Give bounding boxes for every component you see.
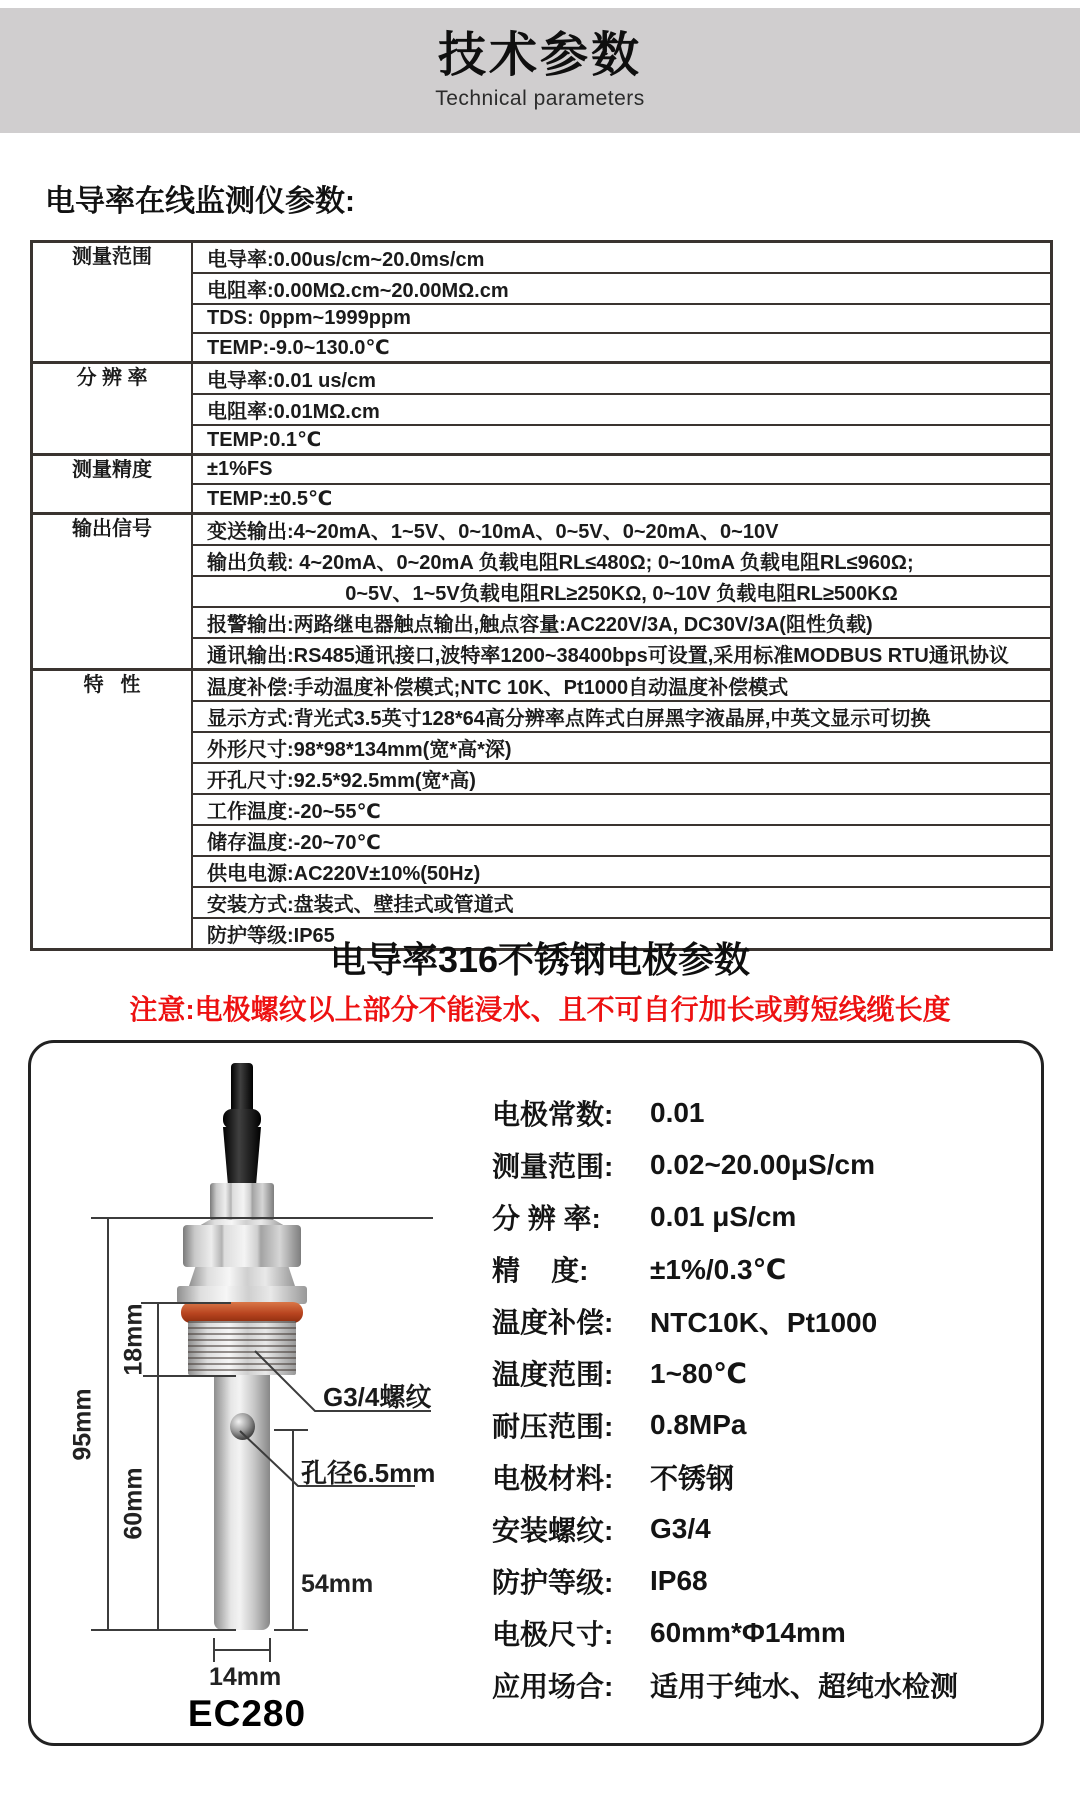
spec-label: 防护等级: xyxy=(492,1567,614,1598)
table-row xyxy=(32,514,1052,546)
header-band xyxy=(0,8,1080,133)
spec-item xyxy=(492,1243,958,1295)
dim-95-label: 95mm xyxy=(68,1388,97,1461)
spec-label: 温度范围: xyxy=(492,1359,614,1390)
table-cell: 储存温度:-20~70℃ xyxy=(192,825,1052,856)
spec-item xyxy=(492,1139,958,1191)
table-cell: 安装方式:盘装式、壁挂式或管道式 xyxy=(192,887,1052,918)
table-cell: 显示方式:背光式3.5英寸128*64高分辨率点阵式白屏黑字液晶屏,中英文显示可切换 xyxy=(192,701,1052,732)
spec-value: ±1%/0.3℃ xyxy=(650,1253,787,1285)
table-cell: 防护等级:IP65 xyxy=(192,918,1052,950)
table-cell: 电导率:0.00us/cm~20.0ms/cm xyxy=(192,242,1052,274)
table-cell: 温度补偿:手动温度补偿模式;NTC 10K、Pt1000自动温度补偿模式 xyxy=(192,670,1052,702)
page-subtitle: Technical parameters xyxy=(435,86,645,110)
table-cell: TEMP:±0.5℃ xyxy=(192,484,1052,514)
table-group-label: 特 性 xyxy=(32,670,193,950)
spec-value: 0.02~20.00μS/cm xyxy=(650,1149,875,1180)
table-row xyxy=(32,670,1052,702)
thread-callout: G3/4螺纹 xyxy=(323,1382,432,1412)
table-row xyxy=(32,242,1052,274)
page-title: 技术参数 xyxy=(437,29,642,83)
table-cell: 外形尺寸:98*98*134mm(宽*高*深) xyxy=(192,732,1052,763)
spec-value: 0.8MPa xyxy=(650,1409,747,1440)
table-cell: 报警输出:两路继电器触点输出,触点容量:AC220V/3A, DC30V/3A(阻性负载) xyxy=(192,607,1052,638)
table-cell: 供电电源:AC220V±10%(50Hz) xyxy=(192,856,1052,887)
spec-label: 应用场合: xyxy=(492,1671,614,1702)
spec-label: 安装螺纹: xyxy=(492,1515,614,1546)
spec-item xyxy=(492,1295,958,1347)
spec-label: 电极常数: xyxy=(492,1099,614,1130)
dim-54-label: 54mm xyxy=(301,1570,374,1598)
spec-value: 0.01 μS/cm xyxy=(650,1201,797,1232)
spec-item xyxy=(492,1659,958,1711)
electrode-spec-list xyxy=(492,1087,958,1711)
dim-18-label: 18mm xyxy=(119,1303,148,1376)
spec-label: 耐压范围: xyxy=(492,1411,614,1442)
electrode-panel xyxy=(28,1040,1044,1746)
table-cell: 电阻率:0.00MΩ.cm~20.00MΩ.cm xyxy=(192,273,1052,304)
spec-value: G3/4 xyxy=(650,1513,711,1544)
spec-item xyxy=(492,1607,958,1659)
table-cell: 开孔尺寸:92.5*92.5mm(宽*高) xyxy=(192,763,1052,794)
hole-callout: 孔径6.5mm xyxy=(301,1458,436,1488)
table-group-label: 测量范围 xyxy=(32,242,193,363)
spec-item xyxy=(492,1087,958,1139)
table-cell: 电导率:0.01 us/cm xyxy=(192,363,1052,395)
meter-section-heading: 电导率在线监测仪参数: xyxy=(45,185,355,218)
electrode-section-title: 电导率316不锈钢电极参数 xyxy=(329,939,751,980)
spec-value: 0.01 xyxy=(650,1097,705,1128)
spec-value: NTC10K、Pt1000 xyxy=(650,1307,878,1338)
table-row xyxy=(32,363,1052,395)
table-cell: ±1%FS xyxy=(192,455,1052,485)
dim-60-label: 60mm xyxy=(119,1467,148,1540)
spec-label: 测量范围: xyxy=(492,1151,614,1182)
spec-item xyxy=(492,1451,958,1503)
model-label: EC280 xyxy=(187,1693,307,1734)
table-cell: 工作温度:-20~55℃ xyxy=(192,794,1052,825)
spec-label: 分 辨 率: xyxy=(492,1203,601,1234)
table-row xyxy=(32,455,1052,485)
spec-item xyxy=(492,1347,958,1399)
table-group-label: 分 辨 率 xyxy=(32,363,193,455)
table-cell: TDS: 0ppm~1999ppm xyxy=(192,304,1052,333)
table-cell: TEMP:-9.0~130.0℃ xyxy=(192,333,1052,363)
spec-item xyxy=(492,1399,958,1451)
spec-value: 60mm*Φ14mm xyxy=(650,1617,846,1648)
spec-label: 温度补偿: xyxy=(492,1307,614,1338)
spec-value: IP68 xyxy=(650,1565,708,1596)
spec-label: 电极材料: xyxy=(492,1463,614,1494)
spec-item xyxy=(492,1503,958,1555)
table-group-label: 输出信号 xyxy=(32,514,193,670)
table-cell: 0~5V、1~5V负载电阻RL≥250KΩ, 0~10V 负载电阻RL≥500KΩ xyxy=(192,576,1052,607)
table-cell: 输出负载: 4~20mA、0~20mA 负载电阻RL≤480Ω; 0~10mA 负载电阻RL≤960Ω; xyxy=(192,545,1052,576)
warning-note: 注意:电极螺纹以上部分不能浸水、且不可自行加长或剪短线缆长度 xyxy=(129,994,951,1025)
spec-value: 1~80℃ xyxy=(650,1357,747,1389)
table-cell: 电阻率:0.01MΩ.cm xyxy=(192,394,1052,425)
spec-label: 电极尺寸: xyxy=(492,1619,614,1650)
table-group-label: 测量精度 xyxy=(32,455,193,514)
spec-value: 不锈钢 xyxy=(650,1463,735,1494)
table-cell: TEMP:0.1℃ xyxy=(192,425,1052,455)
meter-spec-table xyxy=(30,240,1053,951)
spec-item xyxy=(492,1191,958,1243)
spec-label: 精 度: xyxy=(492,1255,589,1286)
spec-value: 适用于纯水、超纯水检测 xyxy=(650,1671,959,1702)
table-cell: 通讯输出:RS485通讯接口,波特率1200~38400bps可设置,采用标准MODBUS RTU通讯协议 xyxy=(192,638,1052,670)
table-cell: 变送输出:4~20mA、1~5V、0~10mA、0~5V、0~20mA、0~10V xyxy=(192,514,1052,546)
dim-14-label: 14mm xyxy=(209,1663,282,1691)
spec-item xyxy=(492,1555,958,1607)
